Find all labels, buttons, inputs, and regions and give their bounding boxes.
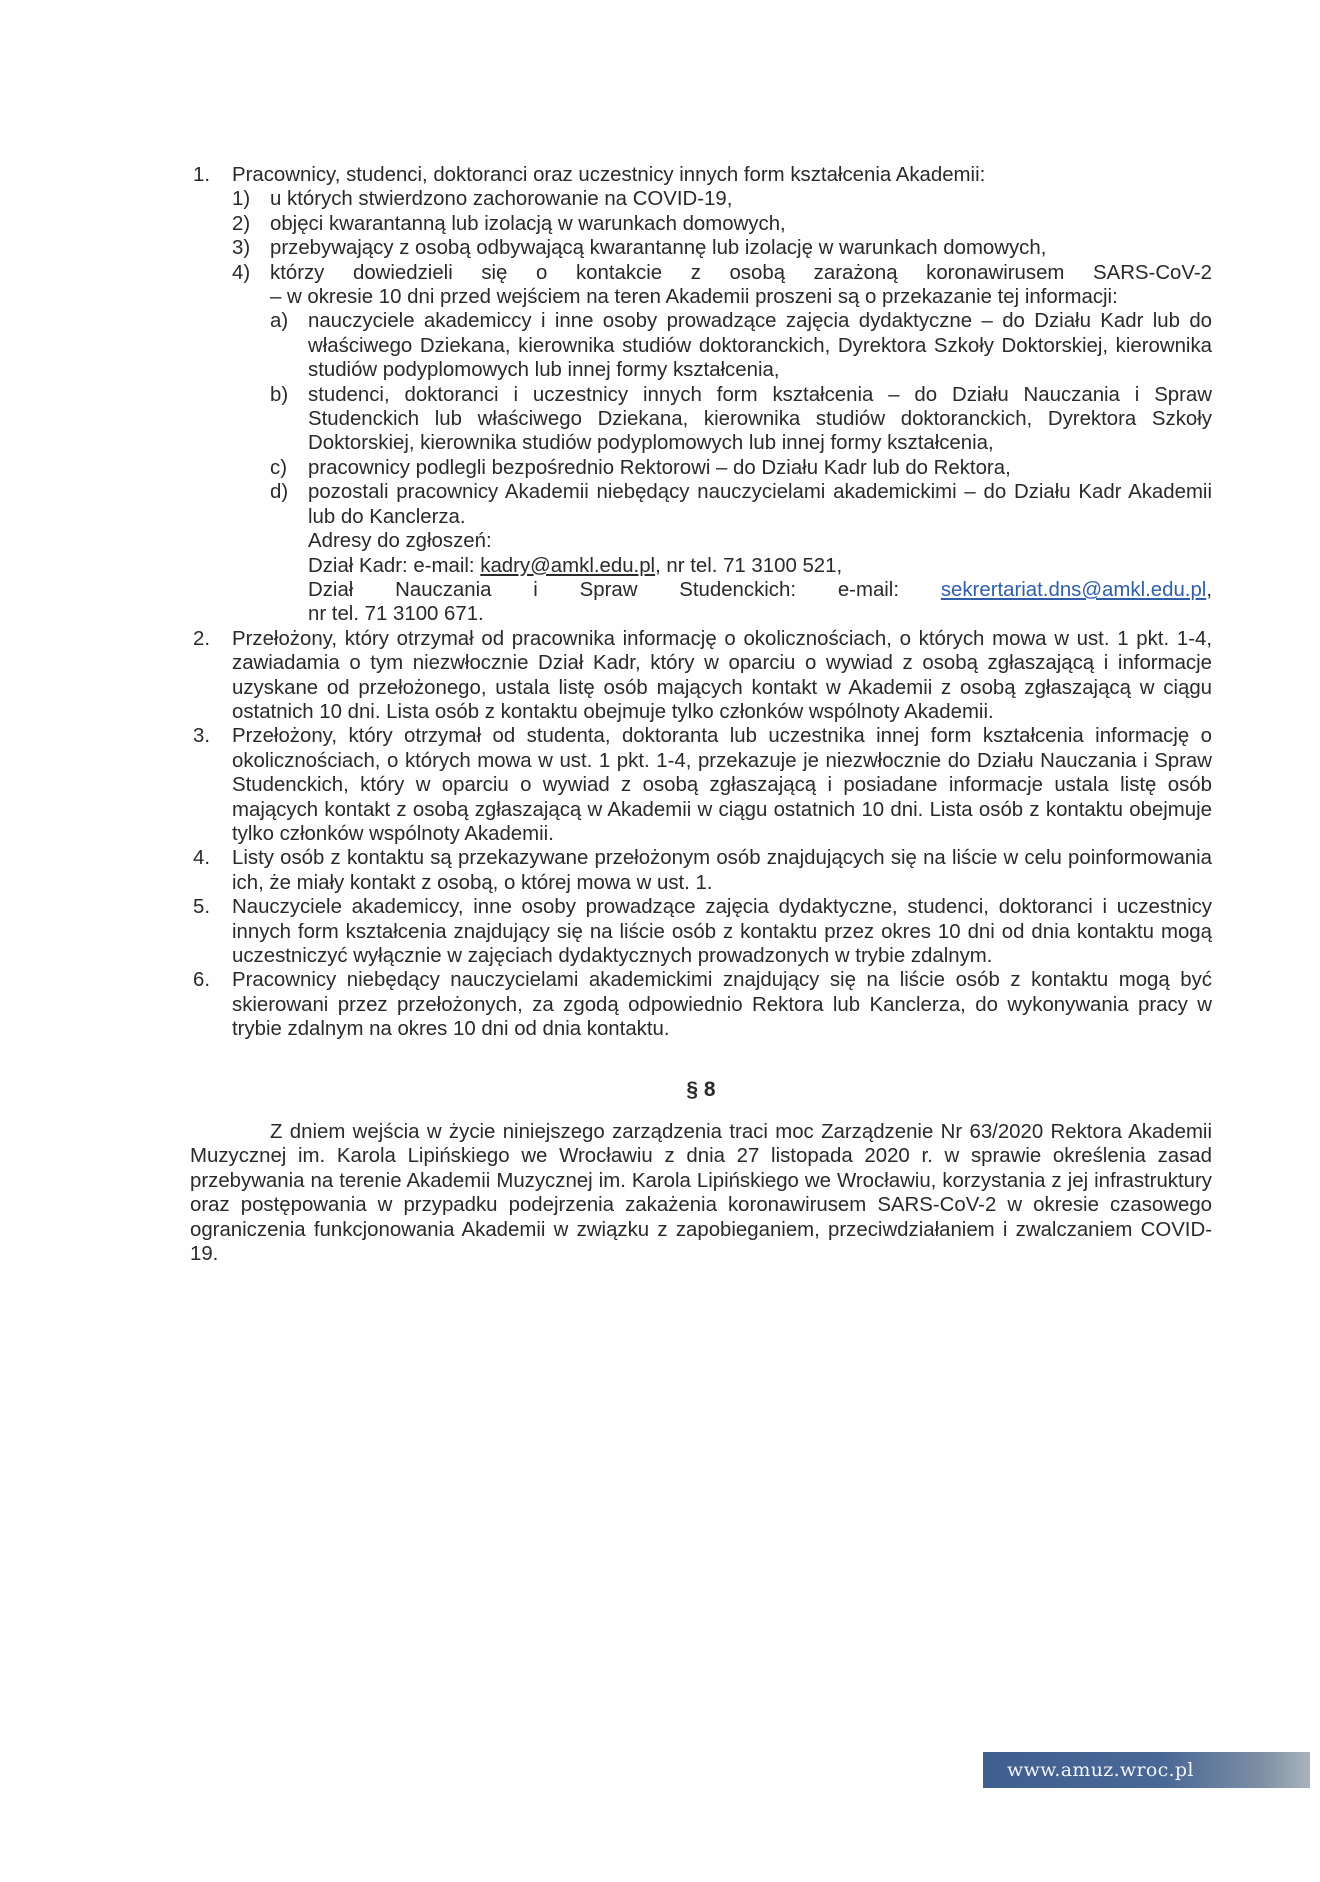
item-number: 1.: [193, 164, 211, 186]
sublist-continuation: – w okresie 10 dni przed wejściem na teren Akademii proszeni są o przekazanie tej informacji:: [270, 286, 1118, 309]
addresses-heading: Adresy do zgłoszeń:: [308, 530, 492, 553]
list-item-3: [190, 724, 1212, 846]
dns-contact: [308, 578, 1212, 602]
dns-label: Dział Nauczania i Spraw Studenckich: e-mail:: [308, 578, 941, 601]
lettered-marker: c): [270, 456, 287, 479]
lettered-text: studenci, doktoranci i uczestnicy innych form kształcenia – do Działu Nauczania i Spraw Studenckich lub właściwego Dziekana, kierownika studiów doktoranckich, Dyrektora Szkoły Doktorskiej, kierownika studiów podyplomowych lub innej formy kształcenia,: [308, 383, 1212, 455]
sublist-number: 1): [232, 188, 251, 211]
document-body: [190, 163, 1212, 1266]
lettered-item: [270, 480, 1212, 529]
lettered-marker: d): [270, 481, 289, 504]
sublist-item: [232, 187, 1212, 211]
list-item-4: [190, 846, 1212, 895]
item-text: Przełożony, który otrzymał od studenta, doktoranta lub uczestnika innej form kształcenia informację o okolicznościach, o których mowa w ust. 1 pkt. 1-4, przekazuje je niezwłocznie do Działu Nauczania i Spraw Studenckich, który w oparciu o wywiad z osobą zgłaszającą i posiadane informacje ustala listę osób mających kontakt z osobą zgłaszającą w Akademii w ciągu ostatnich 10 dni. Lista osób z kontaktu obejmuje tylko członków wspólnoty Akademii.: [232, 725, 1212, 845]
sublist-item: [232, 236, 1212, 260]
item-number: 5.: [193, 896, 211, 919]
list-item-2: [190, 627, 1212, 725]
kadry-phone: , nr tel. 71 3100 521,: [655, 554, 843, 577]
sublist-item: [232, 261, 1212, 285]
sublist-text: u których stwierdzono zachorowanie na COVID-19,: [270, 188, 733, 211]
dns-comma: ,: [1206, 578, 1212, 601]
lettered-sublist: [270, 309, 1212, 626]
sublist-number: 2): [232, 212, 251, 235]
sublist-text: przebywający z osobą odbywającą kwarantannę lub izolację w warunkach domowych,: [270, 237, 1047, 260]
lettered-item: [270, 456, 1212, 480]
kadry-contact: [308, 554, 1212, 578]
section-paragraph: Z dniem wejścia w życie niniejszego zarządzenia traci moc Zarządzenie Nr 63/2020 Rektora Akademii Muzycznej im. Karola Lipińskiego we Wrocławiu z dnia 27 listopada 2020 r. w sprawie określenia zasad przebywania na terenie Akademii Muzycznej im. Karola Lipińskiego we Wrocławiu, korzystania z jej infrastruktury oraz postępowania w przypadku podejrzenia zakażenia koronawirusem SARS-CoV-2 w okresie czasowego ograniczenia funkcjonowania Akademii w związku z zapobieganiem, przeciwdziałaniem i zwalczaniem COVID-19.: [190, 1121, 1212, 1266]
list-item-1: [190, 163, 1212, 627]
list-item-5: [190, 895, 1212, 968]
sublist-text: którzy dowiedzieli się o kontakcie z osobą zarażoną koronawirusem SARS-CoV-2: [270, 261, 1212, 284]
kadry-label: Dział Kadr: e-mail:: [308, 554, 481, 577]
dns-phone: nr tel. 71 3100 671.: [308, 603, 484, 626]
sublist-number: 3): [232, 237, 251, 260]
lettered-item: [270, 309, 1212, 382]
sublist-item: [232, 212, 1212, 236]
lettered-item: [270, 383, 1212, 456]
lettered-text: nauczyciele akademiccy i inne osoby prowadzące zajęcia dydaktyczne – do Działu Kadr lub do właściwego Dziekana, kierownika studiów doktoranckich, Dyrektora Szkoły Doktorskiej, kierownika studiów podyplomowych lub innej formy kształcenia,: [308, 310, 1212, 382]
section-heading: § 8: [686, 1077, 716, 1101]
item-number: 6.: [193, 969, 211, 992]
website-footer-banner: [983, 1752, 1310, 1788]
contact-addresses: [270, 529, 1212, 627]
item-text: Przełożony, który otrzymał od pracownika informację o okolicznościach, o których mowa w ust. 1 pkt. 1-4, zawiadamia o tym niezwłocznie Dział Kadr, który w oparciu o wywiad z osobą zgłaszającą i informacje uzyskane od przełożonego, ustala listę osób mających kontakt w Akademii z osobą zgłaszającą w ciągu ostatnich 10 dni. Lista osób z kontaktu obejmuje tylko członków wspólnoty Akademii.: [232, 627, 1212, 723]
sublist-number: 4): [232, 261, 251, 284]
lettered-text: pozostali pracownicy Akademii niebędący nauczycielami akademickimi – do Działu Kadr Akademii lub do Kanclerza.: [308, 481, 1212, 528]
item-text: Listy osób z kontaktu są przekazywane przełożonym osób znajdujących się na liście w celu poinformowania ich, że miały kontakt z osobą, o której mowa w ust. 1.: [232, 847, 1212, 894]
lettered-text: pracownicy podlegli bezpośrednio Rektorowi – do Działu Kadr lub do Rektora,: [308, 456, 1011, 479]
lettered-marker: b): [270, 383, 289, 406]
item-number: 4.: [193, 847, 211, 870]
item-text: Nauczyciele akademiccy, inne osoby prowadzące zajęcia dydaktyczne, studenci, doktoranci i uczestnicy innych form kształcenia znajdujący się na liście osób z kontaktu przez okres 10 dni od dnia kontaktu mogą uczestniczyć wyłącznie w zajęciach dydaktycznych prowadzonych w trybie zdalnym.: [232, 896, 1212, 967]
lettered-marker: a): [270, 310, 289, 333]
item-number: 2.: [193, 627, 211, 650]
kadry-email-link[interactable]: kadry@amkl.edu.pl: [480, 554, 656, 577]
sublist-text: objęci kwarantanną lub izolacją w warunkach domowych,: [270, 212, 786, 235]
item-text: Pracownicy niebędący nauczycielami akademickimi znajdujący się na liście osób z kontaktu mogą być skierowani przez przełożonych, za zgodą odpowiednio Rektora lub Kanclerza, do wykonywania pracy w trybie zdalnym na okres 10 dni od dnia kontaktu.: [232, 969, 1212, 1041]
item-number: 3.: [193, 725, 211, 748]
numbered-sublist: [232, 187, 1212, 626]
dns-email-link[interactable]: sekrertariat.dns@amkl.edu.pl: [940, 578, 1207, 601]
website-url[interactable]: www.amuz.wroc.pl: [1007, 1759, 1194, 1781]
list-item-6: [190, 968, 1212, 1041]
item-intro: Pracownicy, studenci, doktoranci oraz uczestnicy innych form kształcenia Akademii:: [232, 164, 986, 186]
